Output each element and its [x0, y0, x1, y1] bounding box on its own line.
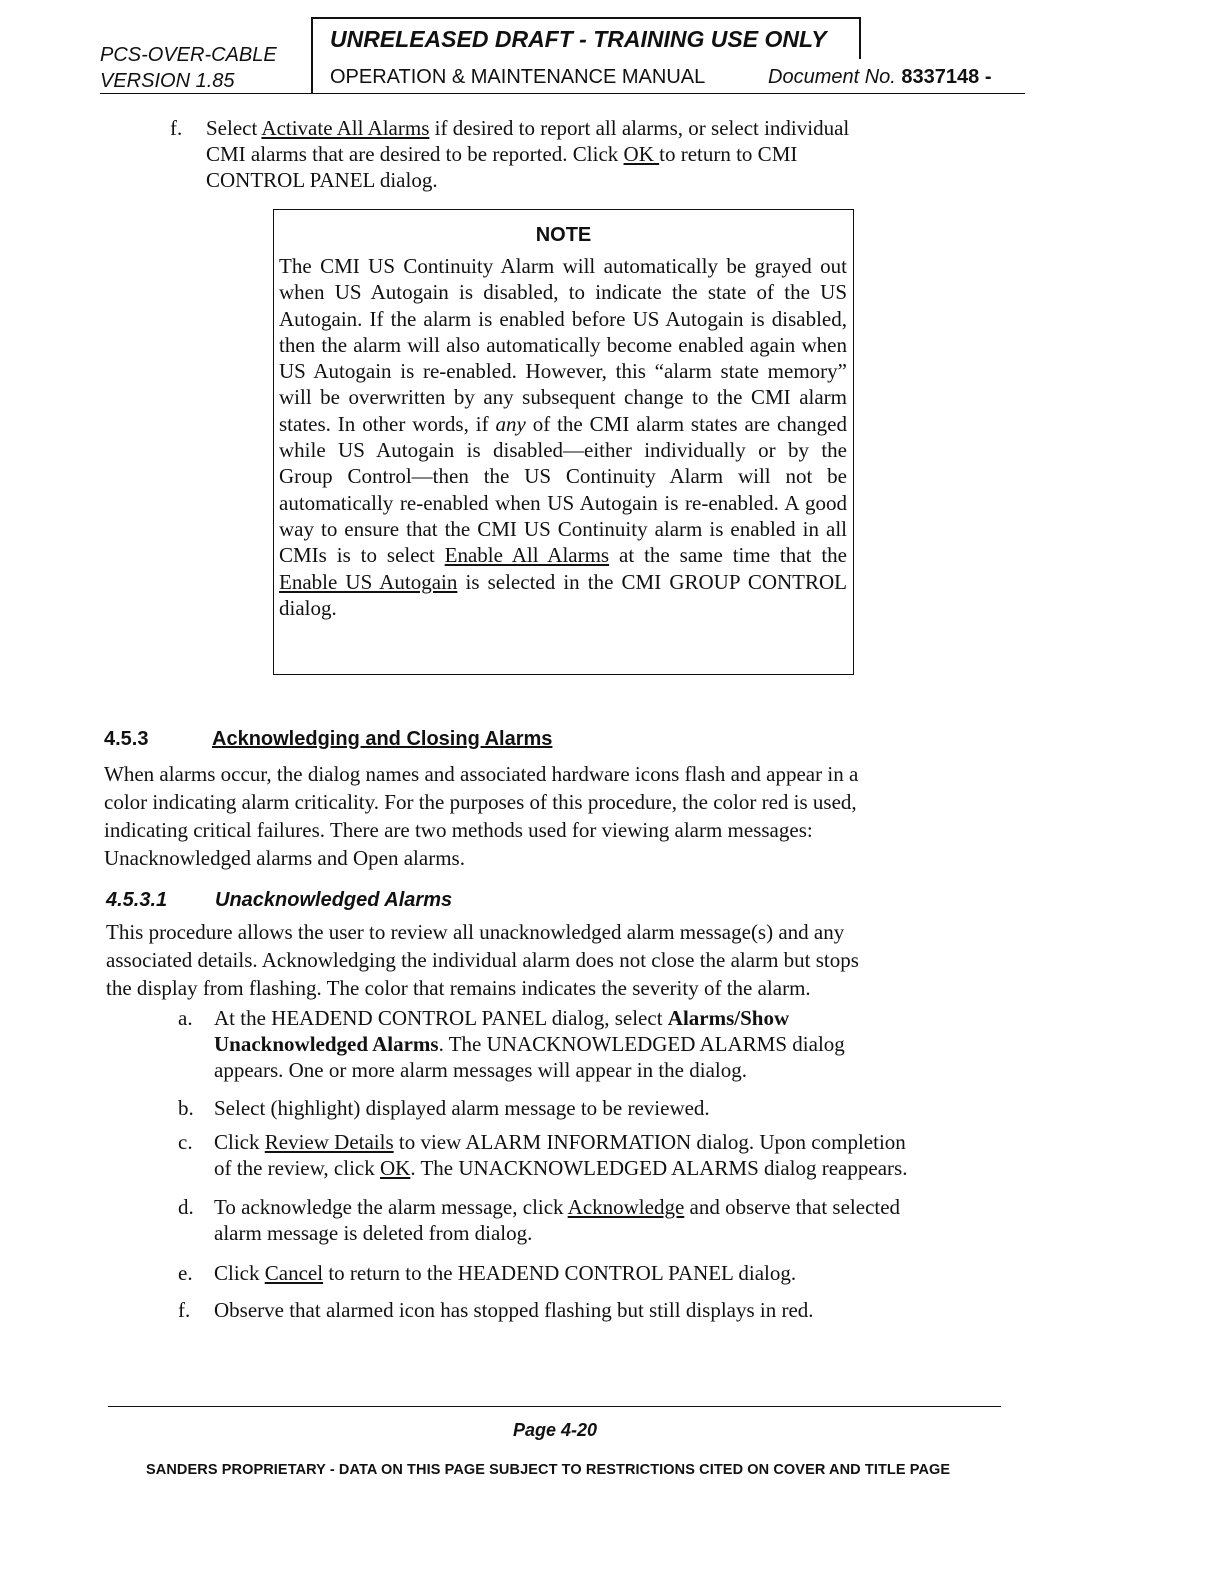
ok-link[interactable]: OK — [379, 1156, 411, 1180]
text-run: any — [495, 411, 526, 436]
step-label: c. — [178, 1130, 193, 1154]
step-label: e. — [178, 1261, 193, 1285]
page-number: Page 4-20 — [512, 1420, 598, 1440]
paragraph-line: Unacknowledged alarms and Open alarms. — [104, 846, 465, 870]
step-label: f. — [170, 116, 183, 140]
step-label: a. — [178, 1006, 193, 1030]
text-run: of the review, click — [214, 1156, 380, 1180]
subsection-paragraph — [106, 918, 1036, 1002]
note-text — [279, 253, 847, 621]
text-run: at the same time that the — [609, 543, 847, 568]
step-line — [206, 115, 986, 141]
step-text — [206, 115, 986, 193]
step-label: b. — [178, 1096, 194, 1120]
text-run: and observe that selected — [684, 1195, 901, 1219]
manual-title: OPERATION & MAINTENANCE MANUAL — [330, 66, 706, 88]
text-run: The CMI US Continuity Alarm will automatically be grayed out when US Autogain is disabled, to indicate the state of the US Autogain. If the alarm is enabled before US Autogain is disabled, then the alarm will also automatically become enabled again when US Autogain is re-enabled. However, this “alarm state memory” will be overwritten by any subsequent change to the CMI alarm states. In other words, if — [279, 254, 847, 436]
paragraph-line: color indicating alarm criticality. For the purposes of this procedure, the color red is used, — [104, 790, 857, 814]
paragraph-line: indicating critical failures. There are two methods used for viewing alarm messages: — [104, 818, 813, 842]
step-d — [178, 1194, 1028, 1250]
step-text — [214, 1194, 1026, 1246]
version-label: VERSION 1.85 — [100, 70, 235, 92]
step-b — [178, 1095, 998, 1125]
text-run: to return to the HEADEND CONTROL PANEL dialog. — [323, 1261, 797, 1285]
step-text: Select (highlight) displayed alarm message to be reviewed. — [214, 1096, 710, 1120]
step-e — [178, 1260, 998, 1290]
step-line: alarm message is deleted from dialog. — [214, 1221, 533, 1245]
unacknowledged-alarms-menu[interactable]: Unacknowledged Alarms — [214, 1032, 439, 1056]
note-title: NOTE — [535, 224, 592, 246]
step-line: CONTROL PANEL dialog. — [206, 168, 438, 192]
text-run: At the HEADEND CONTROL PANEL dialog, select — [214, 1006, 668, 1030]
text-run: CMI alarms that are desired to be reported. Click — [206, 142, 624, 166]
step-f — [178, 1297, 998, 1327]
alarms-show-menu[interactable]: Alarms/Show — [667, 1006, 790, 1030]
section-paragraph — [104, 760, 1034, 872]
ok-link[interactable]: OK — [623, 142, 660, 166]
enable-us-autogain-link[interactable]: Enable US Autogain — [279, 569, 458, 594]
text-run: . The UNACKNOWLEDGED ALARMS dialog reappears. — [410, 1156, 908, 1180]
step-line: appears. One or more alarm messages will appear in the dialog. — [214, 1058, 747, 1082]
paragraph-line: When alarms occur, the dialog names and associated hardware icons flash and appear in a — [104, 762, 859, 786]
step-text: Observe that alarmed icon has stopped flashing but still displays in red. — [214, 1298, 814, 1322]
proprietary-notice: SANDERS PROPRIETARY - DATA ON THIS PAGE SUBJECT TO RESTRICTIONS CITED ON COVER AND TITLE PAGE — [146, 1462, 951, 1478]
draft-banner: UNRELEASED DRAFT - TRAINING USE ONLY — [330, 26, 827, 52]
step-a — [178, 1005, 998, 1085]
text-run: Click — [214, 1130, 265, 1154]
step-line — [206, 141, 986, 167]
text-run: . The UNACKNOWLEDGED ALARMS dialog — [438, 1032, 845, 1056]
document-number — [768, 66, 991, 89]
step-line — [214, 1155, 1014, 1181]
text-run: to view ALARM INFORMATION dialog. Upon completion — [393, 1130, 906, 1154]
text-run: to return to CMI — [659, 142, 798, 166]
step-f-activate-alarms — [170, 115, 990, 195]
text-run: To acknowledge the alarm message, click — [214, 1195, 568, 1219]
document-number-label: Document No. — [768, 66, 896, 88]
section-number: 4.5.3 — [104, 728, 149, 750]
text-run: Click — [214, 1261, 265, 1285]
header-rule — [100, 93, 1025, 94]
paragraph-line: associated details. Acknowledging the individual alarm does not close the alarm but stops — [106, 948, 859, 972]
step-c — [178, 1129, 1018, 1185]
acknowledge-link[interactable]: Acknowledge — [567, 1195, 685, 1219]
cancel-link[interactable]: Cancel — [264, 1261, 324, 1285]
activate-all-alarms-link[interactable]: Activate All Alarms — [261, 116, 430, 140]
subsection-title: Unacknowledged Alarms — [215, 889, 453, 911]
review-details-link[interactable]: Review Details — [264, 1130, 394, 1154]
paragraph-line: the display from flashing. The color that remains indicates the severity of the alarm. — [106, 976, 811, 1000]
text-run: of the CMI alarm states are changed while US Autogain is disabled—either individually or by the Group Control—then the US Continuity Alarm will not be automatically re-enabled when US Autogain is re-enabled. A good way to ensure that the CMI US Continuity alarm is enabled in all CMIs is to select — [279, 411, 847, 568]
text-run: if desired to report all alarms, or select individual — [429, 116, 850, 140]
text-run: is selected in the CMI GROUP CONTROL dialog. — [279, 569, 847, 620]
text-run: Select — [206, 116, 262, 140]
subsection-number: 4.5.3.1 — [106, 889, 168, 911]
step-text — [214, 1260, 994, 1286]
step-line — [214, 1005, 994, 1031]
product-name: PCS-OVER-CABLE — [100, 44, 277, 66]
paragraph-line: This procedure allows the user to review all unacknowledged alarm message(s) and any — [106, 920, 845, 944]
step-line — [214, 1129, 1014, 1155]
document-number-value: 8337148 - — [901, 66, 992, 88]
footer-rule — [108, 1406, 1001, 1407]
step-line — [214, 1031, 994, 1057]
step-label: d. — [178, 1195, 194, 1219]
step-label: f. — [178, 1298, 191, 1322]
step-text — [214, 1129, 1014, 1181]
enable-all-alarms-link[interactable]: Enable All Alarms — [444, 543, 610, 568]
step-line — [214, 1194, 1026, 1220]
step-text — [214, 1005, 994, 1083]
section-title: Acknowledging and Closing Alarms — [212, 728, 553, 750]
